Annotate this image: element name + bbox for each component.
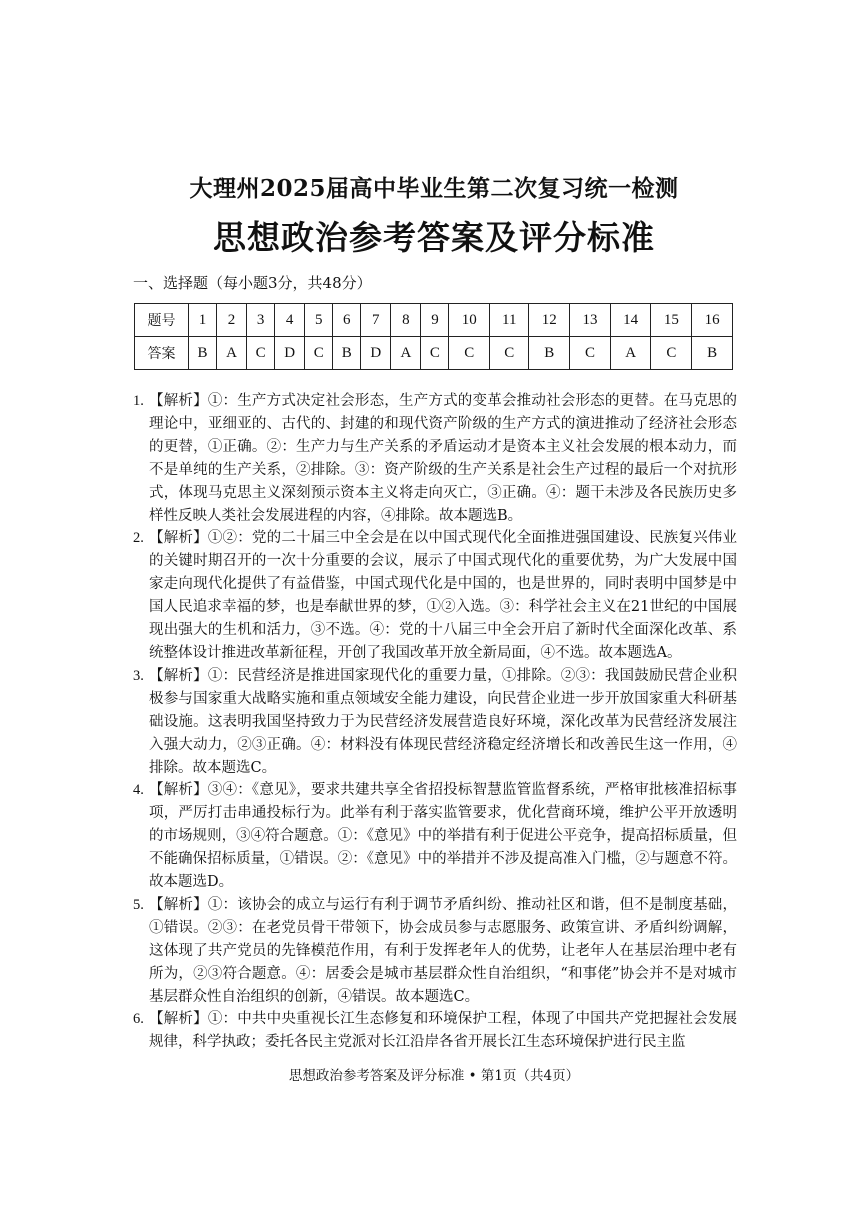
- explanation-text: 【解析】③④：《意见》，要求共建共享全省招投标智慧监管监督系统，严格审批核准招标事项，严厉打击串通投标行为。此举有利于落实监管要求，优化营商环境，维护公平开放透明的市场规则，③④符合题意。①：《意见》中的举措有利于促进公平竞争，提高招标质量，但不能确保招标质量，①错误。②：《意见》中的举措并不涉及提高准入门槛，②与题意不符。故本题选D。: [149, 782, 737, 891]
- answer-cell: D: [275, 337, 305, 370]
- section-heading: 一、选择题（每小题3分，共48分）: [133, 274, 372, 292]
- explanation-text: 【解析】①：生产方式决定社会形态，生产方式的变革会推动社会形态的更替。在马克思的理论中，亚细亚的、古代的、封建的和现代资产阶级的生产方式的演进推动了经济社会形态的更替，①正确。②：生产力与生产关系的矛盾运动才是资本主义社会发展的根本动力，而不是单纯的生产关系，②排除。③：资产阶级的生产关系是社会生产过程的最后一个对抗形式，体现马克思主义深刻预示资本主义将走向灭亡，③正确。④：题干未涉及各民族历史多样性反映人类社会发展进程的内容，④排除。故本题选B。: [149, 393, 737, 524]
- explanation-number: 1.: [133, 393, 144, 409]
- answer-cell: B: [333, 337, 361, 370]
- question-number-cell: 12: [529, 304, 570, 337]
- explanation-item: [133, 390, 737, 527]
- question-number-cell: 11: [490, 304, 529, 337]
- page-footer: 思想政治参考答案及评分标准 • 第1页（共4页）: [288, 1068, 580, 1084]
- question-number-cell: 5: [305, 304, 333, 337]
- answer-cell: A: [217, 337, 247, 370]
- explanation-number: 3.: [133, 667, 144, 684]
- explanation-number: 2.: [133, 530, 144, 547]
- answer-cell: B: [692, 337, 733, 370]
- question-number-cell: 3: [247, 304, 275, 337]
- explanation-item: [133, 779, 737, 894]
- question-number-cell: 15: [651, 304, 692, 337]
- answer-row-label: 答案: [135, 337, 189, 370]
- question-row-label: 题号: [135, 304, 189, 337]
- question-number-cell: 2: [217, 304, 247, 337]
- answer-cell: A: [391, 337, 421, 370]
- exam-title: 大理州2025届高中毕业生第二次复习统一检测: [189, 175, 679, 202]
- answer-cell: C: [449, 337, 490, 370]
- explanation-list: [133, 390, 737, 1054]
- answer-cell: B: [529, 337, 570, 370]
- question-number-cell: 7: [361, 304, 391, 337]
- answer-cell: C: [305, 337, 333, 370]
- answer-row: [135, 337, 733, 370]
- answer-cell: C: [651, 337, 692, 370]
- question-number-cell: 10: [449, 304, 490, 337]
- answer-cell: C: [421, 337, 449, 370]
- explanation-number: 4.: [133, 782, 144, 799]
- answer-cell: D: [361, 337, 391, 370]
- explanation-item: [133, 1008, 737, 1054]
- explanation-text: 【解析】①：中共中央重视长江生态修复和环境保护工程，体现了中国共产党把握社会发展规律，科学执政；委托各民主党派对长江沿岸各省开展长江生态环境保护进行民主监: [149, 1011, 737, 1051]
- question-number-cell: 13: [570, 304, 611, 337]
- answer-cell: A: [610, 337, 651, 370]
- explanation-text: 【解析】①：该协会的成立与运行有利于调节矛盾纠纷、推动社区和谐，但不是制度基础，①错误。②③：在老党员骨干带领下，协会成员参与志愿服务、政策宣讲、矛盾纠纷调解，这体现了共产党员的先锋模范作用，有利于发挥老年人的优势，让老年人在基层治理中老有所为，②③符合题意。④：居委会是城市基层群众性自治组织，“和事佬”协会并不是对城市基层群众性自治组织的创新，④错误。故本题选C。: [149, 896, 737, 1005]
- question-number-cell: 14: [610, 304, 651, 337]
- explanation-number: 6.: [133, 1011, 144, 1028]
- explanation-item: [133, 665, 737, 780]
- explanation-text: 【解析】①：民营经济是推进国家现代化的重要力量，①排除。②③：我国鼓励民营企业积极参与国家重大战略实施和重点领域安全能力建设，向民营企业进一步开放国家重大科研基础设施。这表明我国坚持致力于为民营经济发展营造良好环境，深化改革为民营经济发展注入强大动力，②③正确。④：材料没有体现民营经济稳定经济增长和改善民生这一作用，④排除。故本题选C。: [149, 667, 737, 776]
- question-number-row: [135, 304, 733, 337]
- answer-cell: C: [570, 337, 611, 370]
- explanation-item: [133, 527, 737, 664]
- explanation-item: [133, 894, 737, 1009]
- question-number-cell: 8: [391, 304, 421, 337]
- document-title: 思想政治参考答案及评分标准: [213, 218, 655, 257]
- question-number-cell: 16: [692, 304, 733, 337]
- answer-cell: B: [189, 337, 217, 370]
- question-number-cell: 9: [421, 304, 449, 337]
- answer-cell: C: [247, 337, 275, 370]
- question-number-cell: 6: [333, 304, 361, 337]
- explanation-number: 5.: [133, 896, 144, 913]
- answer-cell: C: [490, 337, 529, 370]
- explanation-text: 【解析】①②：党的二十届三中全会是在以中国式现代化全面推进强国建设、民族复兴伟业的关键时期召开的一次十分重要的会议，展示了中国式现代化的重要优势，为广大发展中国家走向现代化提供了有益借鉴，中国式现代化是中国的，也是世界的，同时表明中国梦是中国人民追求幸福的梦，也是奉献世界的梦，①②入选。③：科学社会主义在21世纪的中国展现出强大的生机和活力，③不选。④：党的十八届三中全会开启了新时代全面深化改革、系统整体设计推进改革新征程，开创了我国改革开放全新局面，④不选。故本题选A。: [149, 530, 737, 661]
- question-number-cell: 4: [275, 304, 305, 337]
- question-number-cell: 1: [189, 304, 217, 337]
- answer-table: [134, 303, 733, 370]
